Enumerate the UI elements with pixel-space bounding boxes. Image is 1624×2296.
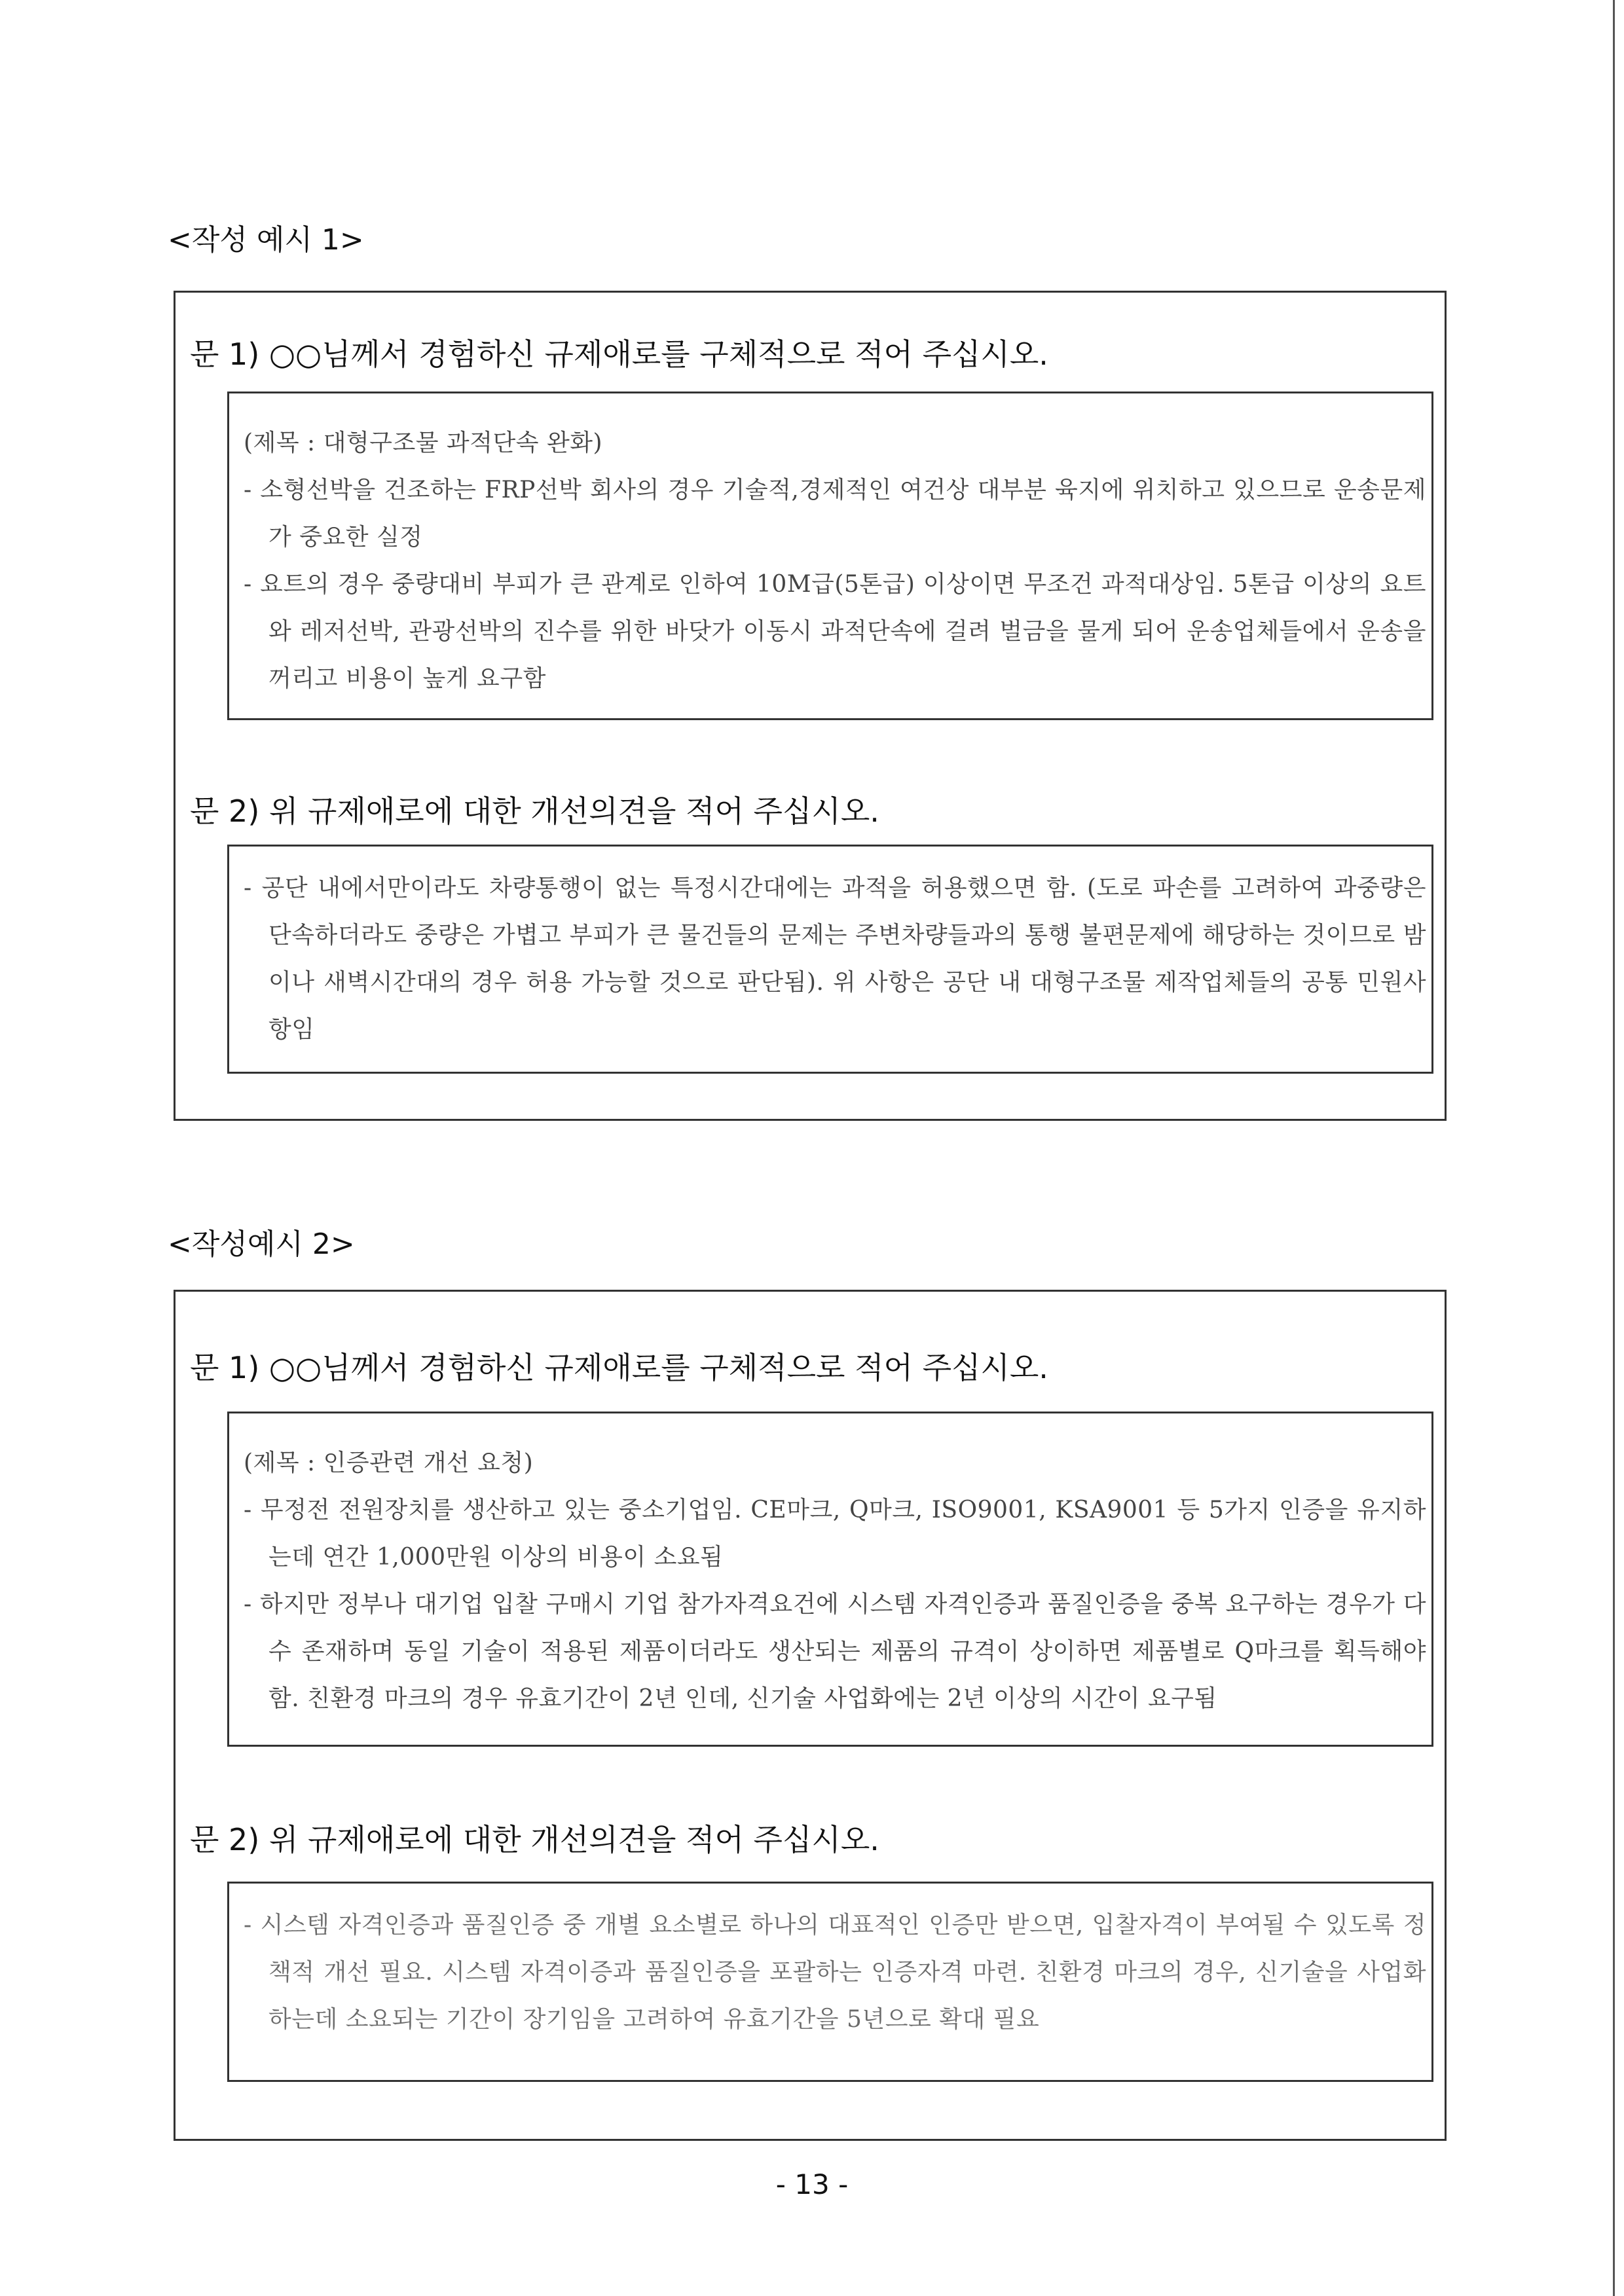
example1-answer1-bullet-1: - 소형선박을 건조하는 FRP선박 회사의 경우 기술적,경제적인 여건상 대부분 육지에 위치하고 있으므로 운송문제가 중요한 실정 — [244, 477, 1426, 551]
example1-answer2-bullet-1: - 공단 내에서만이라도 차량통행이 없는 특정시간대에는 과적을 허용했으면 함. (도로 파손를 고려하여 과중량은 단속하더라도 중량은 가볍고 부피가 큰 물건들의 문제는 주변차량들과의 통행 불편문제에 해당하는 것이므로 밤이나 새벽시간대의 경우 허용 가능할 것으로 판단됨). 위 사항은 공단 내 대형구조물 제작업체들의 공통 민원사항임 — [244, 875, 1426, 1043]
example1-answer2-box — [227, 845, 1433, 1074]
example2-question1: 문 1) ○○님께서 경험하신 규제애로를 구체적으로 적어 주십시오. — [190, 1350, 1048, 1385]
example1-question2: 문 2) 위 규제애로에 대한 개선의견을 적어 주십시오. — [190, 793, 879, 829]
example2-question2: 문 2) 위 규제애로에 대한 개선의견을 적어 주십시오. — [190, 1822, 879, 1857]
example2-answer1-title: (제목 : 인증관련 개선 요청) — [244, 1449, 534, 1476]
example1-answer1-title: (제목 : 대형구조물 과적단속 완화) — [244, 429, 603, 456]
example2-answer1-bullet-2: - 하지만 정부나 대기업 입찰 구매시 기업 참가자격요건에 시스템 자격인증과 품질인증을 중복 요구하는 경우가 다수 존재하며 동일 기술이 적용된 제품이더라도 생산되는 제품의 규격이 상이하면 제품별로 Q마크를 획득해야 함. 친환경 마크의 경우 유효기간이 2년 인데, 신기술 사업화에는 2년 이상의 시간이 요구됨 — [244, 1591, 1426, 1712]
example2-answer2-bullet-1: - 시스템 자격인증과 품질인증 중 개별 요소별로 하나의 대표적인 인증만 받으면, 입찰자격이 부여될 수 있도록 정책적 개선 필요. 시스템 자격이증과 품질인증을 포괄하는 인증자격 마련. 친환경 마크의 경우, 신기술을 사업화하는데 소요되는 기간이 장기임을 고려하여 유효기간을 5년으로 확대 필요 — [244, 1912, 1426, 2033]
page-number: - 13 - — [775, 2168, 849, 2200]
example1-answer1-bullet-2: - 요트의 경우 중량대비 부피가 큰 관계로 인하여 10M급(5톤급) 이상이면 무조건 과적대상임. 5톤급 이상의 요트와 레저선박, 관광선박의 진수를 위한 바닷가 이동시 과적단속에 걸려 벌금을 물게 되어 운송업체들에서 운송을 꺼리고 비용이 높게 요구함 — [244, 571, 1426, 692]
example2-answer2-box — [227, 1882, 1433, 2082]
example2-answer1-box — [227, 1412, 1433, 1747]
example1-question1: 문 1) ○○님께서 경험하신 규제애로를 구체적으로 적어 주십시오. — [190, 337, 1048, 372]
page-edge-line — [1613, 0, 1615, 2296]
example2-label: <작성예시 2> — [168, 1228, 355, 1261]
example1-answer1-box — [227, 392, 1433, 720]
example1-label: <작성 예시 1> — [168, 223, 364, 257]
example2-answer1-bullet-1: - 무정전 전원장치를 생산하고 있는 중소기업임. CE마크, Q마크, ISO9001, KSA9001 등 5가지 인증을 유지하는데 연간 1,000만원 이상의 비용이 소요됨 — [244, 1497, 1426, 1571]
